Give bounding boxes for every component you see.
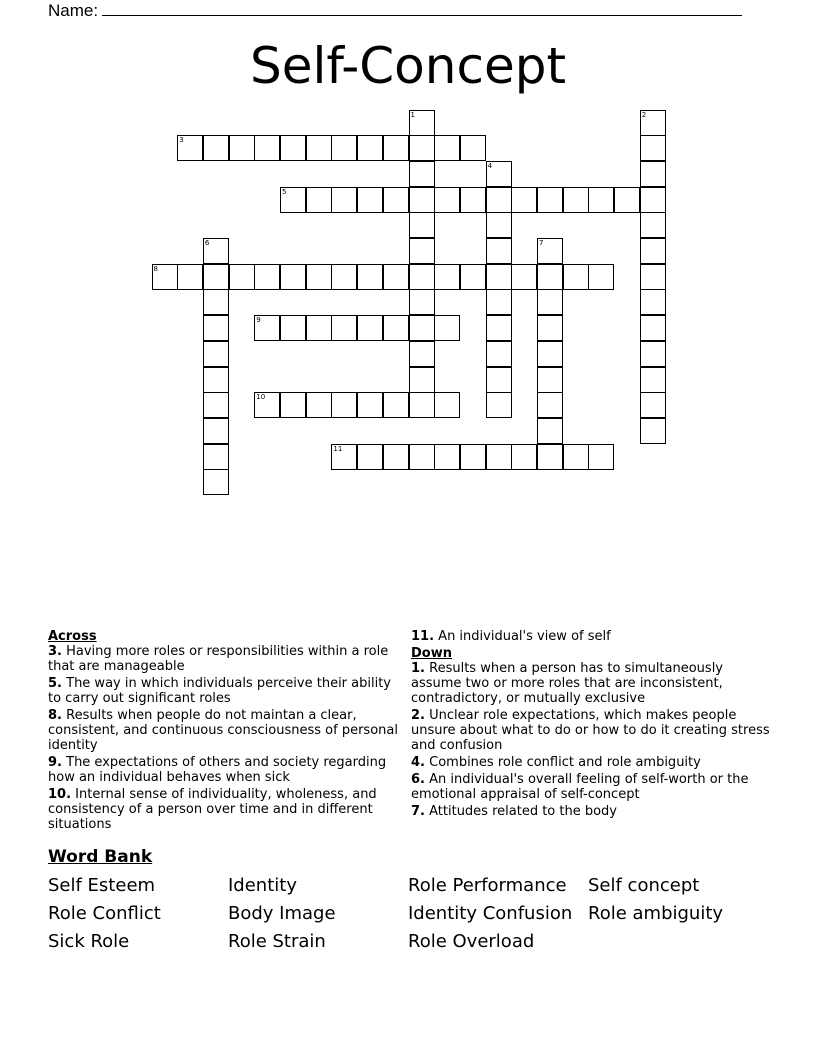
grid-cell[interactable] <box>588 444 614 470</box>
grid-cell[interactable] <box>640 238 666 264</box>
clue-number: 6. <box>411 772 425 787</box>
grid-cell[interactable] <box>537 238 563 264</box>
word-bank-item: Sick Role <box>48 931 130 952</box>
word-bank-item: Self concept <box>588 875 700 896</box>
grid-cell[interactable] <box>203 392 229 418</box>
clues-column-left <box>48 629 408 834</box>
cell-number: 8 <box>153 264 158 273</box>
grid-cell[interactable] <box>640 341 666 367</box>
grid-cell[interactable] <box>486 367 512 393</box>
cell-number: 7 <box>539 239 544 247</box>
down-clue-2 <box>411 708 771 753</box>
grid-cell[interactable] <box>409 315 435 341</box>
grid-cell[interactable] <box>537 367 563 393</box>
grid-cell[interactable] <box>640 367 666 393</box>
grid-cell[interactable] <box>486 444 512 470</box>
grid-cell[interactable] <box>203 315 229 341</box>
cell-number: 1 <box>410 110 415 119</box>
grid-cell[interactable] <box>229 264 255 290</box>
clue-text: Having more roles or responsibilities within a role that are manageable <box>48 644 389 674</box>
clue-number: 2. <box>411 708 425 723</box>
clue-number: 10. <box>48 787 72 802</box>
grid-cell[interactable] <box>434 187 460 213</box>
clue-number: 3. <box>48 644 62 659</box>
grid-cell[interactable] <box>254 264 280 290</box>
name-label: Name: <box>48 1 99 20</box>
grid-cell[interactable] <box>203 135 229 161</box>
grid-cell[interactable] <box>383 392 409 418</box>
across-heading: Across <box>48 629 97 644</box>
clue-number: 4. <box>411 755 425 770</box>
grid-cell[interactable] <box>460 264 486 290</box>
grid-cell[interactable] <box>357 315 383 341</box>
grid-cell[interactable] <box>280 135 306 161</box>
word-bank-item: Self Esteem <box>48 875 156 896</box>
grid-cell[interactable] <box>434 264 460 290</box>
clue-text: Attitudes related to the body <box>429 804 618 819</box>
grid-cell[interactable] <box>537 444 563 470</box>
grid-cell[interactable] <box>409 341 435 367</box>
grid-cell[interactable] <box>177 135 203 161</box>
grid-cell[interactable] <box>357 135 383 161</box>
grid-cell[interactable] <box>203 289 229 315</box>
grid-cell[interactable] <box>409 367 435 393</box>
grid-cell[interactable] <box>640 135 666 161</box>
across-clue-3 <box>48 644 408 674</box>
grid-cell[interactable] <box>588 187 614 213</box>
grid-cell[interactable] <box>203 367 229 393</box>
grid-cell[interactable] <box>486 264 512 290</box>
grid-cell[interactable] <box>383 187 409 213</box>
grid-cell[interactable] <box>152 264 178 290</box>
grid-cell[interactable] <box>486 238 512 264</box>
word-bank-item: Role Conflict <box>48 903 161 924</box>
grid-cell[interactable] <box>537 264 563 290</box>
down-clue-4 <box>411 755 771 770</box>
grid-cell[interactable] <box>306 187 332 213</box>
grid-cell[interactable] <box>486 392 512 418</box>
grid-cell[interactable] <box>280 264 306 290</box>
clue-number: 9. <box>48 755 62 770</box>
grid-cell[interactable] <box>460 444 486 470</box>
grid-cell[interactable] <box>511 187 537 213</box>
grid-cell[interactable] <box>203 341 229 367</box>
grid-cell[interactable] <box>460 187 486 213</box>
cell-number: 10 <box>256 393 266 402</box>
cell-number: 6 <box>204 239 210 247</box>
grid-cell[interactable] <box>409 212 435 238</box>
grid-cell[interactable] <box>640 392 666 418</box>
grid-cell[interactable] <box>409 289 435 315</box>
clue-text: Unclear role expectations, which makes people unsure about what to do or how to do it creating stress and confusion <box>411 708 770 753</box>
grid-cell[interactable] <box>203 469 229 495</box>
down-clue-7 <box>411 804 771 819</box>
clue-number: 7. <box>411 804 425 819</box>
grid-cell[interactable] <box>409 264 435 290</box>
clue-text: The way in which individuals perceive their ability to carry out significant roles <box>48 676 391 706</box>
grid-cell[interactable] <box>254 315 280 341</box>
across-clue-9 <box>48 755 408 785</box>
grid-cell[interactable] <box>331 315 357 341</box>
grid-cell[interactable] <box>486 187 512 213</box>
grid-cell[interactable] <box>486 315 512 341</box>
grid-cell[interactable] <box>434 315 460 341</box>
grid-cell[interactable] <box>383 135 409 161</box>
across-clue-5 <box>48 676 408 706</box>
grid-cell[interactable] <box>537 418 563 444</box>
grid-cell[interactable] <box>203 264 229 290</box>
down-clue-6 <box>411 772 771 802</box>
word-bank-item: Identity <box>228 875 297 896</box>
cell-number: 3 <box>179 136 184 145</box>
word-bank-item: Role Overload <box>408 931 535 952</box>
word-bank-title: Word Bank <box>48 847 153 867</box>
cell-number: 5 <box>282 187 287 196</box>
clue-number: 5. <box>48 676 62 691</box>
grid-cell[interactable] <box>357 444 383 470</box>
page-title: Self-Concept <box>249 37 567 95</box>
grid-cell[interactable] <box>537 392 563 418</box>
grid-cell[interactable] <box>254 392 280 418</box>
clue-text: Internal sense of individuality, wholeness, and consistency of a person over time and in different situations <box>48 787 377 832</box>
cell-number: 9 <box>256 316 261 325</box>
grid-cell[interactable] <box>486 341 512 367</box>
word-bank-item: Role Performance <box>408 875 567 896</box>
grid-cell[interactable] <box>357 264 383 290</box>
across-clue-11 <box>411 629 771 644</box>
clue-text: Results when a person has to simultaneously assume two or more roles that are inconsistent, contradictory, or mutually exclusive <box>411 661 723 706</box>
grid-cell[interactable] <box>409 444 435 470</box>
grid-cell[interactable] <box>434 392 460 418</box>
grid-cell[interactable] <box>460 135 486 161</box>
grid-cell[interactable] <box>563 187 589 213</box>
cell-number: 4 <box>487 161 493 170</box>
grid-cell[interactable] <box>203 418 229 444</box>
grid-cell[interactable] <box>203 238 229 264</box>
grid-cell[interactable] <box>563 264 589 290</box>
grid-cell[interactable] <box>254 135 280 161</box>
grid-cell[interactable] <box>588 264 614 290</box>
grid-cell[interactable] <box>203 444 229 470</box>
word-bank <box>48 872 768 956</box>
grid-cell[interactable] <box>306 264 332 290</box>
word-bank-item: Body Image <box>228 903 336 924</box>
clue-text: An individual's overall feeling of self-worth or the emotional appraisal of self-concept <box>411 772 749 802</box>
grid-cell[interactable] <box>537 315 563 341</box>
grid-cell[interactable] <box>511 264 537 290</box>
grid-cell[interactable] <box>409 392 435 418</box>
clues-column-right <box>411 629 771 821</box>
grid-cell[interactable] <box>280 392 306 418</box>
grid-cell[interactable] <box>640 418 666 444</box>
across-clue-8 <box>48 708 408 753</box>
clue-text: Combines role conflict and role ambiguity <box>429 755 701 770</box>
cell-number: 11 <box>333 444 343 453</box>
grid-cell[interactable] <box>229 135 255 161</box>
grid-cell[interactable] <box>383 444 409 470</box>
word-bank-item: Role ambiguity <box>588 903 724 924</box>
grid-cell[interactable] <box>537 289 563 315</box>
grid-cell[interactable] <box>409 238 435 264</box>
cell-number: 2 <box>641 110 647 119</box>
grid-cell[interactable] <box>640 161 666 187</box>
grid-cell[interactable] <box>409 135 435 161</box>
grid-cell[interactable] <box>563 444 589 470</box>
grid-cell[interactable] <box>434 135 460 161</box>
clue-number: 8. <box>48 708 62 723</box>
grid-cell[interactable] <box>409 110 435 136</box>
grid-cell[interactable] <box>486 212 512 238</box>
grid-cell[interactable] <box>640 264 666 290</box>
grid-cell[interactable] <box>640 315 666 341</box>
grid-cell[interactable] <box>177 264 203 290</box>
grid-cell[interactable] <box>331 444 357 470</box>
grid-cell[interactable] <box>357 187 383 213</box>
clue-text: An individual's view of self <box>438 629 611 644</box>
grid-cell[interactable] <box>357 392 383 418</box>
grid-cell[interactable] <box>383 315 409 341</box>
grid-cell[interactable] <box>434 444 460 470</box>
word-bank-item: Identity Confusion <box>408 903 573 924</box>
grid-cell[interactable] <box>486 289 512 315</box>
grid-cell[interactable] <box>383 264 409 290</box>
across-clue-10 <box>48 787 408 832</box>
grid-cell[interactable] <box>409 161 435 187</box>
crossword-grid <box>0 0 816 520</box>
grid-cell[interactable] <box>280 315 306 341</box>
clue-number: 1. <box>411 661 425 676</box>
grid-cell[interactable] <box>331 187 357 213</box>
grid-cell[interactable] <box>537 341 563 367</box>
grid-cell[interactable] <box>640 187 666 213</box>
grid-cell[interactable] <box>614 187 640 213</box>
clue-text: Results when people do not maintan a clear, consistent, and continuous consciousness of personal identity <box>48 708 398 753</box>
grid-cell[interactable] <box>486 161 512 187</box>
grid-cell[interactable] <box>331 264 357 290</box>
grid-cell[interactable] <box>640 289 666 315</box>
grid-cell[interactable] <box>280 187 306 213</box>
grid-cell[interactable] <box>409 187 435 213</box>
grid-cell[interactable] <box>331 135 357 161</box>
grid-cell[interactable] <box>306 315 332 341</box>
grid-cell[interactable] <box>537 187 563 213</box>
clue-number: 11. <box>411 629 435 644</box>
down-heading: Down <box>411 646 452 661</box>
grid-cell[interactable] <box>331 392 357 418</box>
grid-cell[interactable] <box>306 392 332 418</box>
grid-cell[interactable] <box>306 135 332 161</box>
clue-text: The expectations of others and society regarding how an individual behaves when sick <box>48 755 387 785</box>
grid-cell[interactable] <box>640 212 666 238</box>
down-clue-1 <box>411 661 771 706</box>
grid-cell[interactable] <box>640 110 666 136</box>
grid-cell[interactable] <box>511 444 537 470</box>
word-bank-item: Role Strain <box>228 931 326 952</box>
